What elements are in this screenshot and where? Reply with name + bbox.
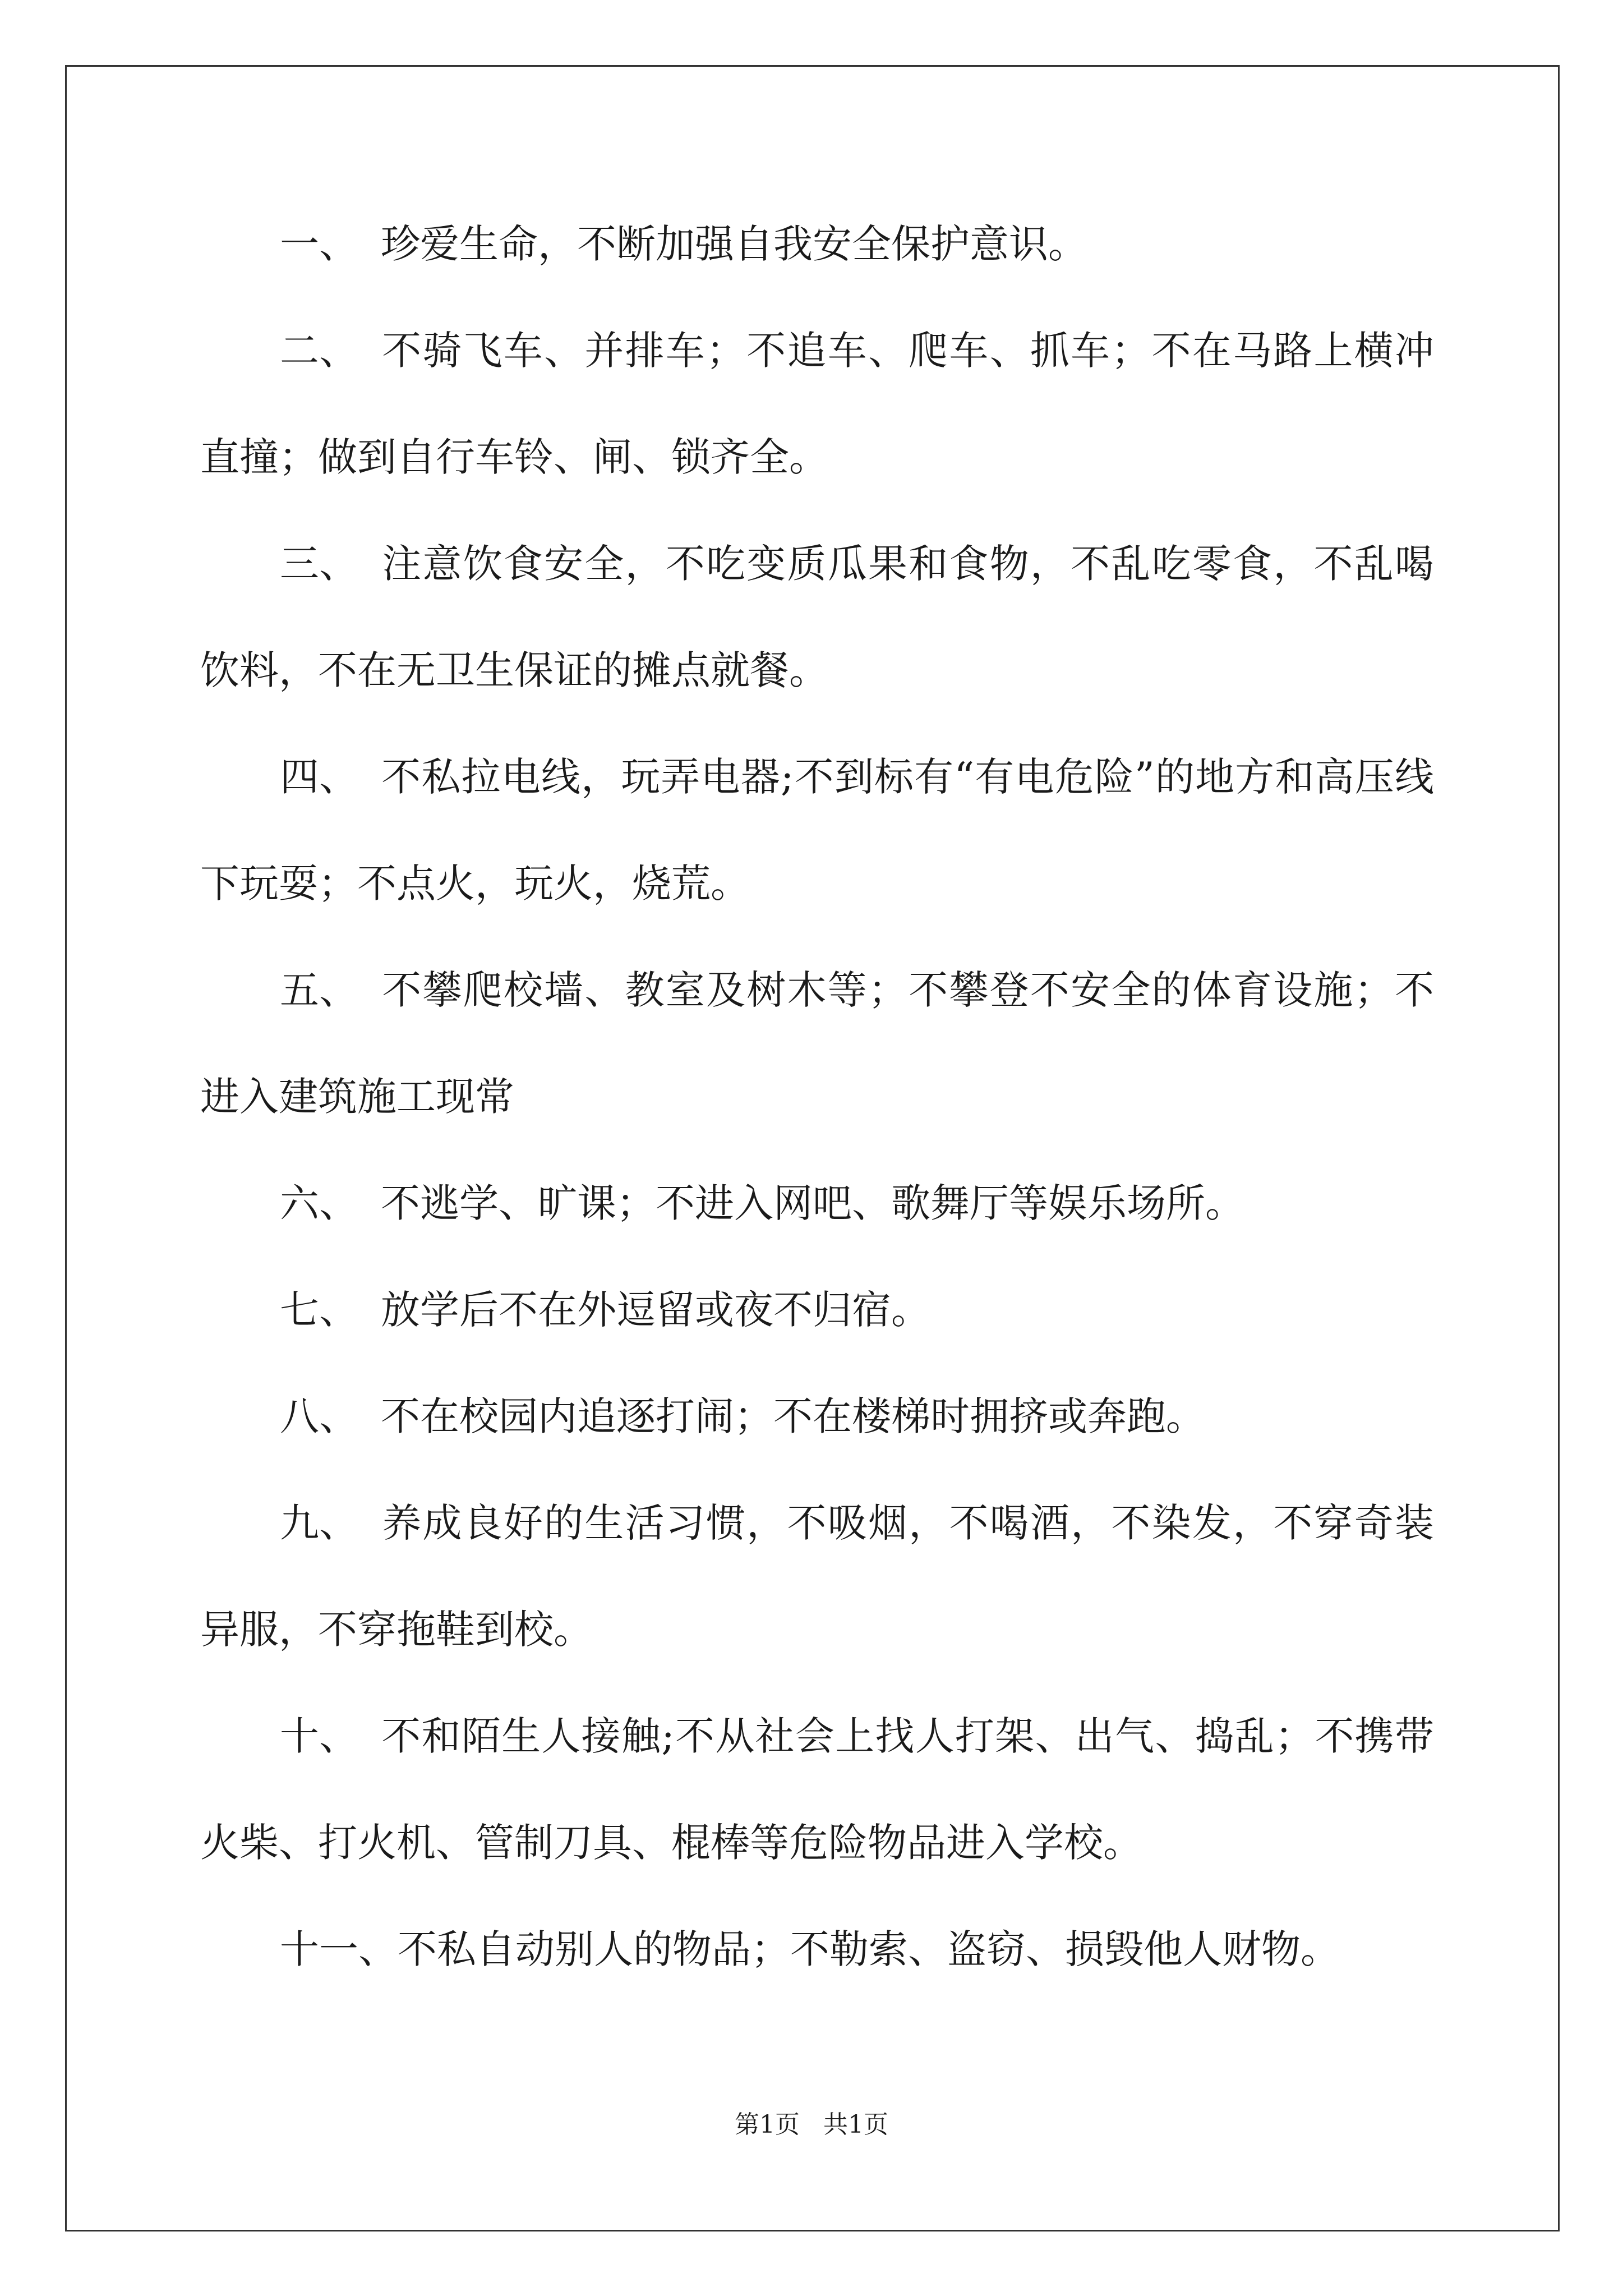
item-text: 注意饮食安全，不吃变质瓜果和食物，不乱吃零食，不乱喝饮料，不在无卫生保证的摊点就餐。 bbox=[200, 541, 1434, 693]
item-number: 八、 bbox=[280, 1393, 358, 1439]
list-item bbox=[200, 1257, 1434, 1363]
list-item bbox=[200, 191, 1434, 297]
item-text: 不逃学、旷课；不进入网吧、歌舞厅等娱乐场所。 bbox=[381, 1180, 1244, 1226]
item-number: 三、 bbox=[280, 541, 358, 587]
list-item bbox=[200, 1470, 1434, 1683]
list-item bbox=[200, 1150, 1434, 1257]
item-number: 四、 bbox=[280, 754, 358, 800]
list-item bbox=[200, 1896, 1434, 2003]
list-item bbox=[200, 724, 1434, 937]
item-text: 不私拉电线，玩弄电器;不到标有“有电危险”的地方和高压线下玩耍；不点火，玩火，烧荒。 bbox=[200, 754, 1434, 907]
page-footer bbox=[0, 2108, 1623, 2142]
document-body bbox=[200, 191, 1434, 2003]
item-number: 二、 bbox=[280, 328, 358, 374]
item-number: 六、 bbox=[280, 1180, 358, 1226]
item-text: 不在校园内追逐打闹；不在楼梯时拥挤或奔跑。 bbox=[381, 1393, 1205, 1439]
page-total: 共1页 bbox=[823, 2110, 888, 2139]
item-text: 放学后不在外逗留或夜不归宿。 bbox=[381, 1287, 930, 1333]
item-text: 不私自动别人的物品；不勒索、盗窃、损毁他人财物。 bbox=[398, 1926, 1340, 1972]
item-text: 不攀爬校墙、教室及树木等；不攀登不安全的体育设施；不进入建筑施工现常 bbox=[200, 967, 1434, 1120]
page-number: 第1页 bbox=[735, 2110, 800, 2139]
item-text: 养成良好的生活习惯，不吸烟，不喝酒，不染发，不穿奇装异服，不穿拖鞋到校。 bbox=[200, 1500, 1434, 1653]
list-item bbox=[200, 297, 1434, 510]
item-number: 九、 bbox=[280, 1500, 358, 1546]
list-item bbox=[200, 937, 1434, 1150]
list-item bbox=[200, 1683, 1434, 1896]
item-number: 五、 bbox=[280, 967, 358, 1013]
item-number: 一、 bbox=[280, 221, 358, 267]
item-text: 不和陌生人接触;不从社会上找人打架、出气、捣乱；不携带火柴、打火机、管制刀具、棍棒等危险物品进入学校。 bbox=[200, 1713, 1434, 1866]
item-number: 十一、 bbox=[280, 1926, 398, 1972]
item-text: 珍爱生命，不断加强自我安全保护意识。 bbox=[381, 221, 1087, 267]
item-number: 七、 bbox=[280, 1287, 358, 1333]
item-text: 不骑飞车、并排车；不追车、爬车、抓车；不在马路上横冲直撞；做到自行车铃、闸、锁齐全。 bbox=[200, 328, 1434, 480]
item-number: 十、 bbox=[280, 1713, 358, 1759]
list-item bbox=[200, 1363, 1434, 1470]
list-item bbox=[200, 510, 1434, 724]
